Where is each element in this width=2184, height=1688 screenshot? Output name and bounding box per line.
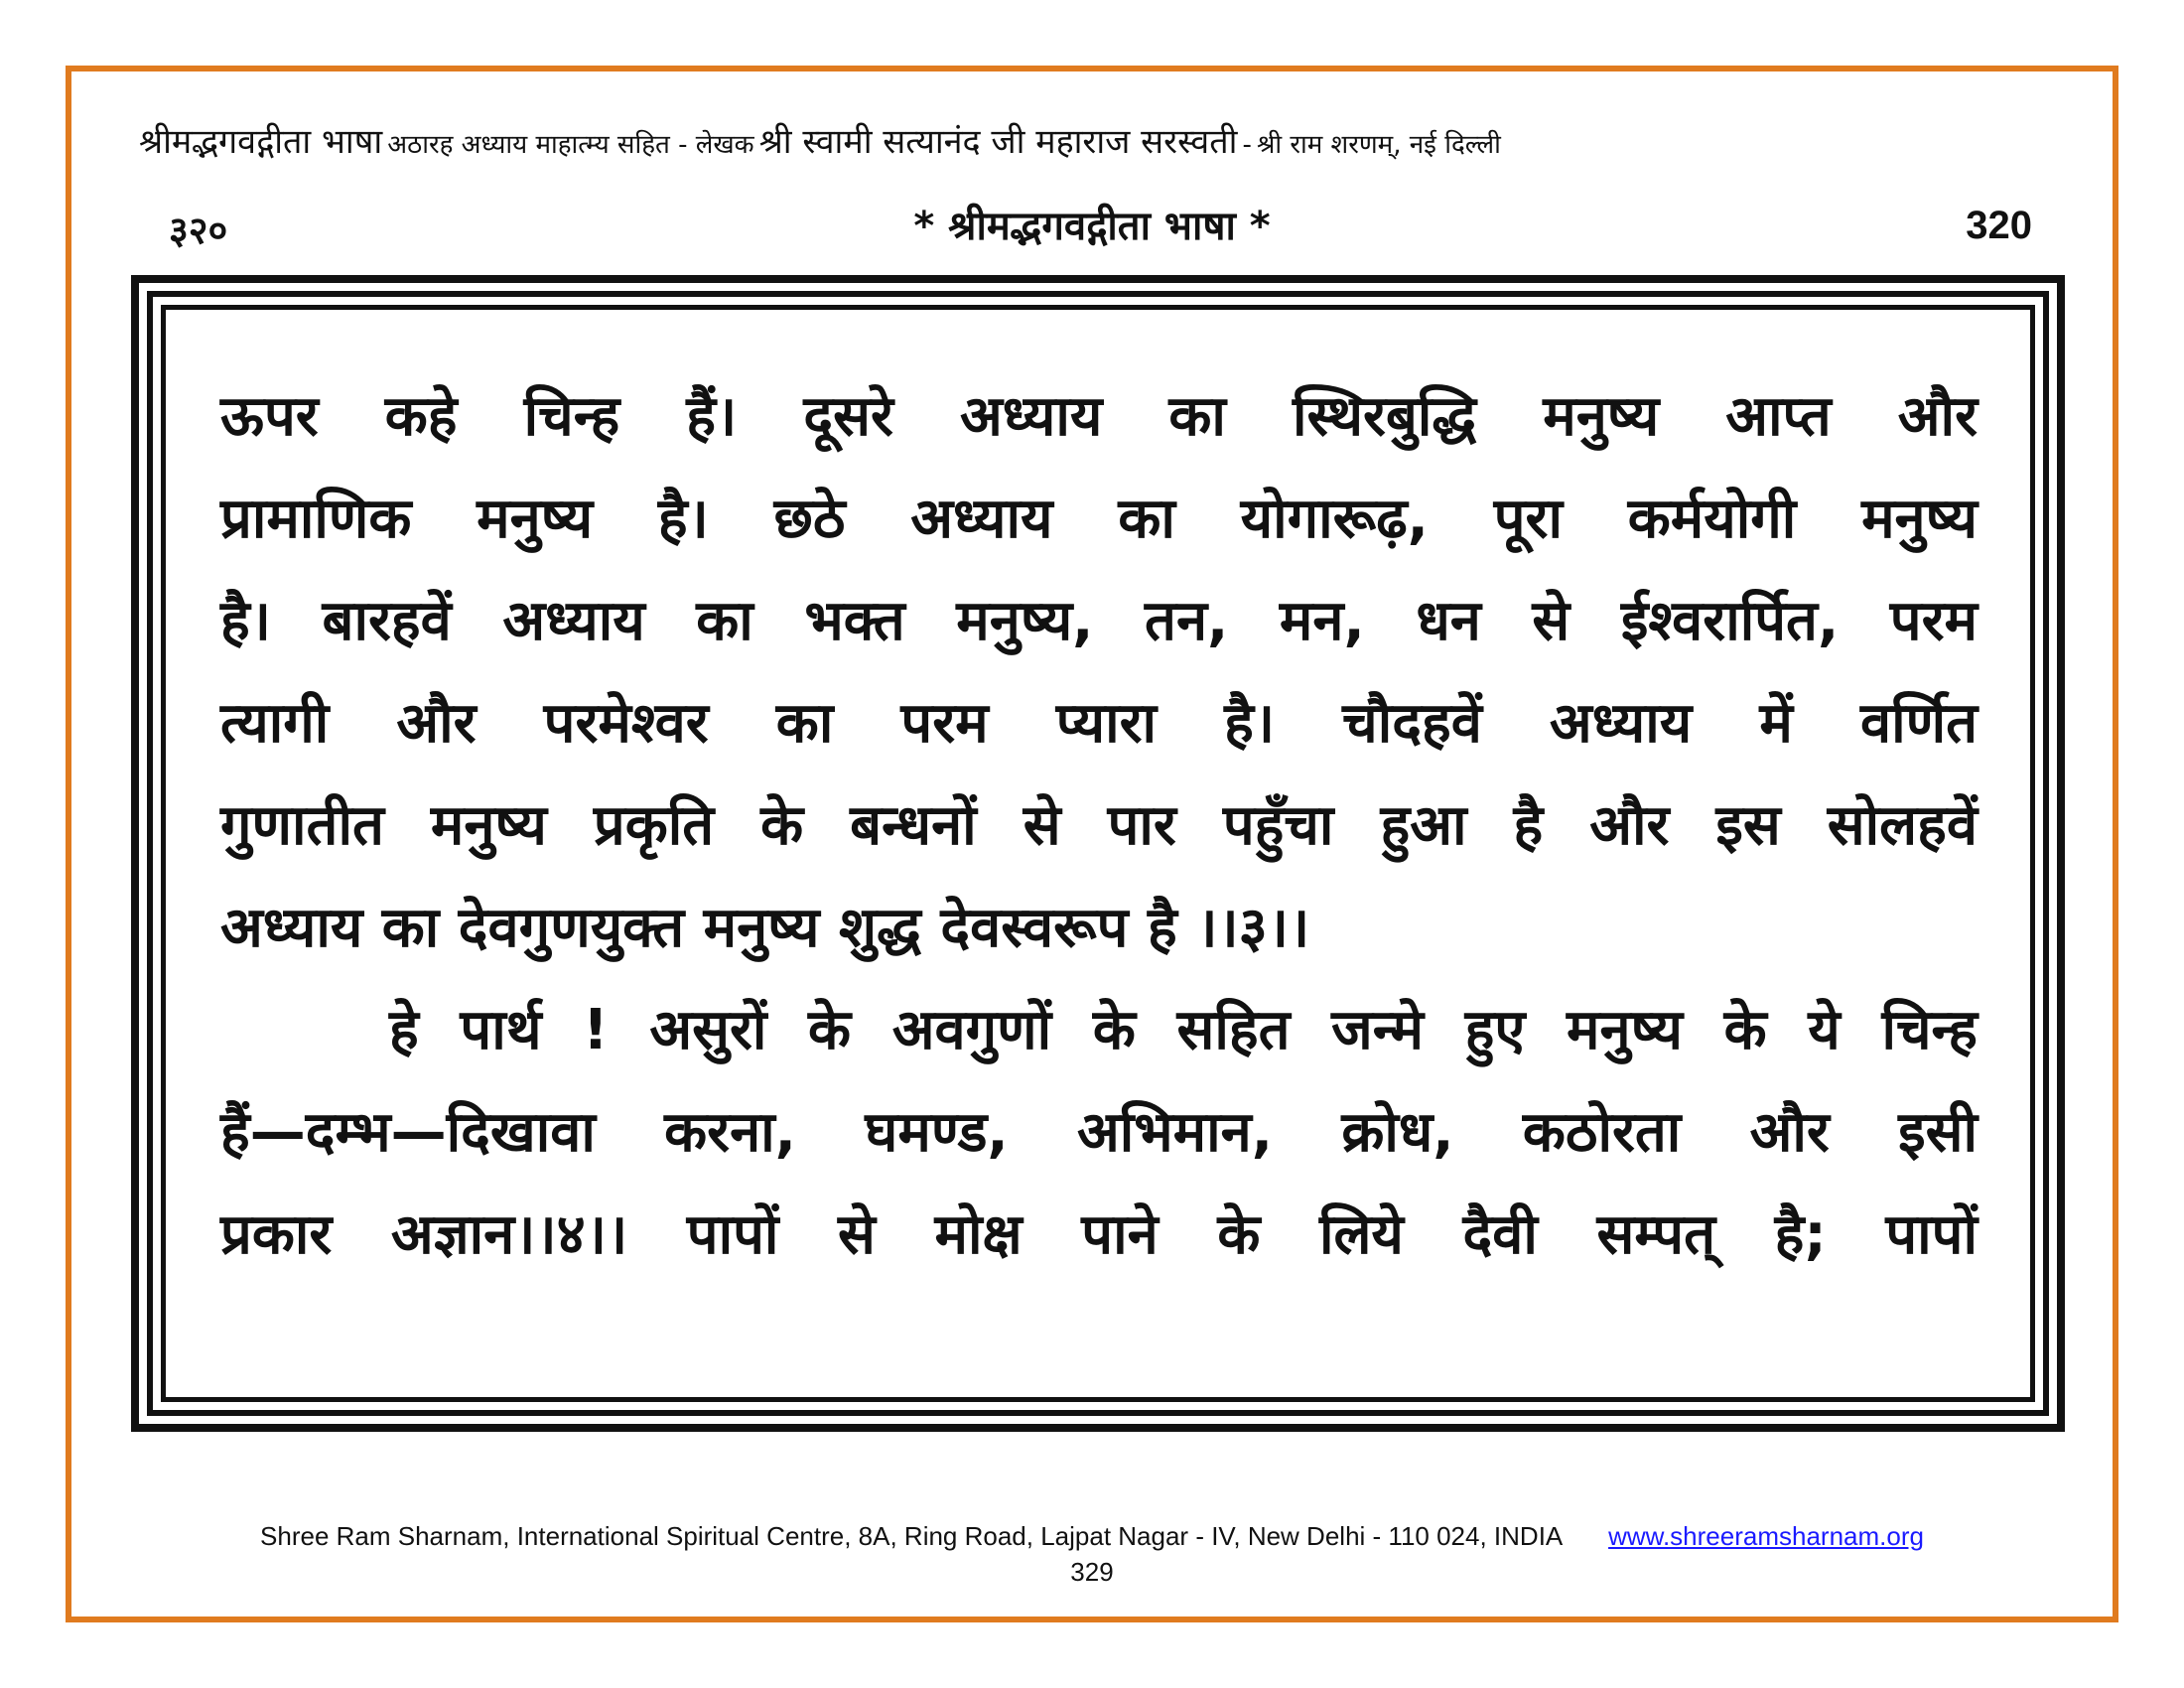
text-line: त्यागी और परमेश्वर का परम प्यारा है। चौदहवें अध्याय में वर्णित — [220, 691, 1978, 756]
text-line: ऊपर कहे चिन्ह हैं। दूसरे अध्याय का स्थिरबुद्धि मनुष्य आप्त और — [220, 384, 1978, 449]
text-line: है। बारहवें अध्याय का भक्त मनुष्य, तन, मन, धन से ईश्वरार्पित, परम — [220, 589, 1978, 653]
book-title: श्रीमद्भगवद्गीता भाषा — [139, 122, 383, 162]
running-title: * श्रीमद्भगवद्गीता भाषा * — [913, 204, 1271, 249]
text-line: अध्याय का देवगुणयुक्त मनुष्य शुद्ध देवस्वरूप है ।।३।। — [220, 896, 1310, 960]
website-link[interactable]: www.shreeramsharnam.org — [1608, 1521, 1924, 1551]
scripture-text — [220, 365, 1978, 1286]
text-line: हैं—दम्भ—दिखावा करना, घमण्ड, अभिमान, क्रोध, कठोरता और इसी — [220, 1100, 1978, 1165]
header-separator: - — [1242, 130, 1252, 160]
text-line: प्रकार अज्ञान।।४।। पापों से मोक्ष पाने के लिये दैवी सम्पत् है; पापों — [220, 1202, 1978, 1267]
text-line: गुणातीत मनुष्य प्रकृति के बन्धनों से पार पहुँचा हुआ है और इस सोलहवें — [220, 793, 1978, 858]
text-line: हे पार्थ ! असुरों के अवगुणों के सहित जन्मे हुए मनुष्य के ये चिन्ह — [389, 998, 1978, 1062]
author-name: श्री स्वामी सत्यानंद जी महाराज सरस्वती — [758, 122, 1238, 162]
footer-address-line — [0, 1521, 2184, 1552]
footer-page-number: 329 — [1070, 1557, 1114, 1587]
page-number-devanagari: ३२० — [169, 209, 228, 252]
text-line: प्रामाणिक मनुष्य है। छठे अध्याय का योगारूढ़, पूरा कर्मयोगी मनुष्य — [220, 487, 1978, 551]
publisher-name: श्री राम शरणम्, नई दिल्ली — [1256, 130, 1501, 160]
footer-address: Shree Ram Sharnam, International Spiritual Centre, 8A, Ring Road, Lajpat Nagar - IV, New Delhi - 110 024, INDIA — [260, 1521, 1562, 1551]
book-subtitle: अठारह अध्याय माहात्म्य सहित - लेखक — [387, 130, 754, 160]
page-number-arabic: 320 — [1966, 204, 2032, 247]
document-header — [139, 117, 2065, 163]
